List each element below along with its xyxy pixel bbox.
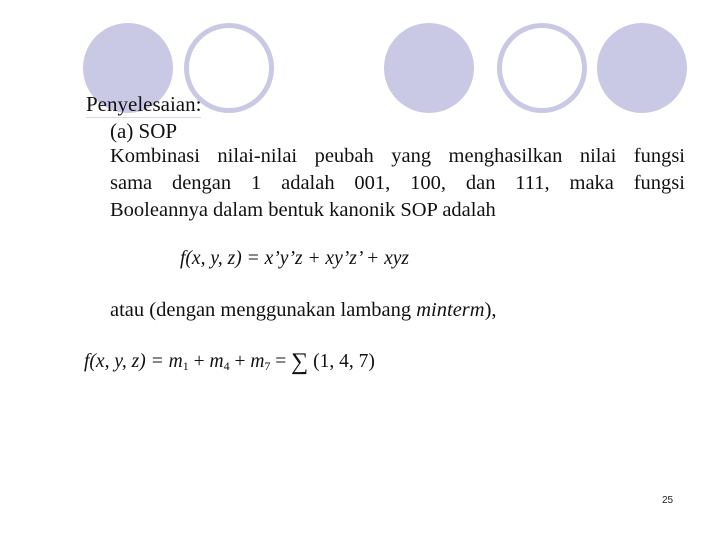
minterm-intro-prefix: atau (dengan menggunakan lambang [110, 299, 417, 321]
sop-equation [180, 246, 409, 272]
minterm-equation-lhs: f(x, y, z) = [84, 351, 169, 372]
minterm-m4-symbol: m [209, 351, 224, 372]
decorative-circle-filled-2 [384, 23, 474, 113]
slide-heading: Penyelesaian: [86, 92, 202, 116]
minterm-m1-subscript: 1 [182, 359, 189, 373]
equation-rhs: x’y’z + xy’z’ + xyz [264, 248, 409, 269]
minterm-m4-subscript: 4 [223, 359, 230, 373]
paragraph-line-2: sama dengan 1 adalah 001, 100, dan 111, maka fungsi [110, 172, 685, 194]
page-number: 25 [662, 495, 674, 506]
paragraph-line-3: Booleannya dalam bentuk kanonik SOP adalah [110, 199, 496, 221]
minterm-intro-suffix: ), [484, 299, 497, 321]
plus-sign-2: + [229, 351, 251, 372]
minterm-m7-subscript: 7 [264, 359, 271, 373]
explanation-paragraph [110, 143, 685, 224]
paragraph-line-1: Kombinasi nilai-nilai peubah yang menghasilkan nilai fungsi [110, 145, 685, 167]
minterm-m1-symbol: m [168, 351, 183, 372]
section-label-sop: (a) SOP [110, 119, 178, 143]
plus-sign-1: + [188, 351, 210, 372]
minterm-equation [84, 348, 375, 380]
equation-lhs: f(x, y, z) = [180, 248, 265, 269]
sigma-symbol: ∑ [291, 349, 309, 375]
minterm-intro-text [110, 297, 497, 323]
decorative-circle-ring-2 [497, 23, 587, 113]
decorative-circle-filled-3 [597, 23, 687, 113]
minterm-list: (1, 4, 7) [308, 351, 375, 372]
minterm-word: minterm [416, 299, 485, 321]
minterm-m7-symbol: m [250, 351, 265, 372]
equals-sign: = [270, 351, 292, 372]
